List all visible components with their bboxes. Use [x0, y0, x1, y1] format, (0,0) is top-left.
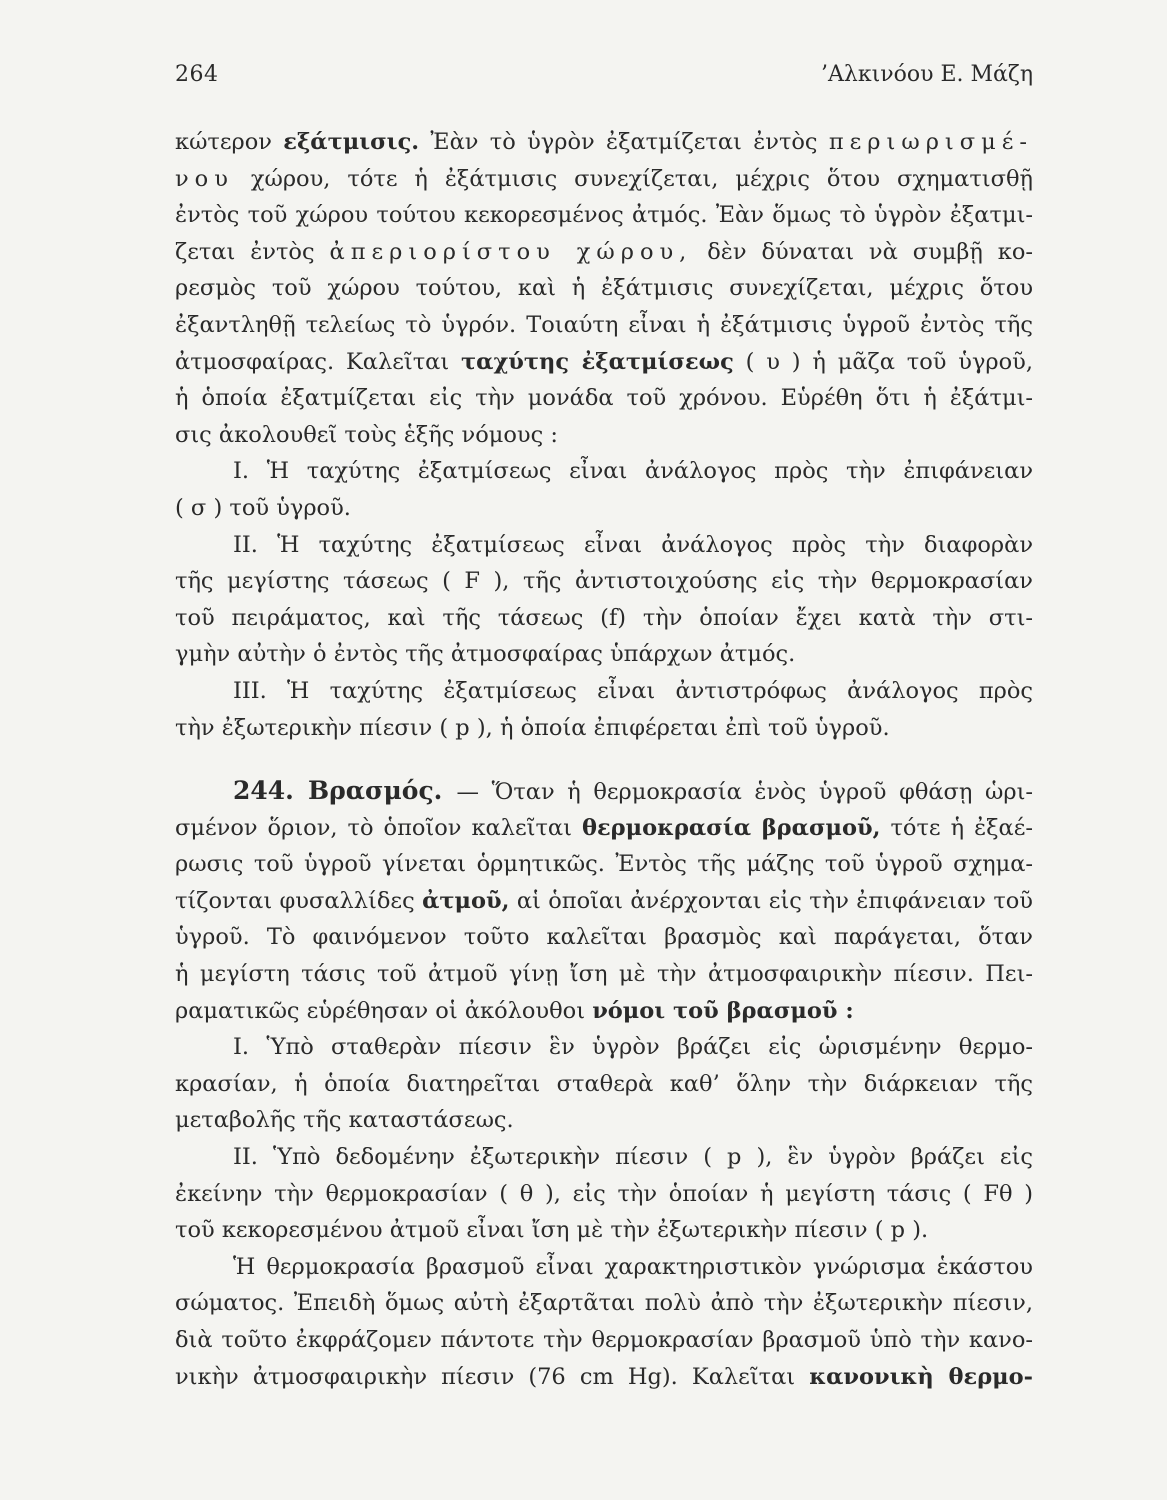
text-line: [175, 1285, 1033, 1322]
text-line: [175, 919, 1033, 956]
text-line: [175, 846, 1033, 883]
text-run: τότε ἡ ἐξαέ-: [880, 814, 1033, 841]
text-run: ἡ ὁποία ἐξατμίζεται εἰς τὴν μονάδα τοῦ χρόνου. Εὑρέθη ὅτι ἡ ἐξάτμι-: [175, 385, 1033, 412]
text-run: ρεσμὸς τοῦ χώρου τούτου, καὶ ἡ ἐξάτμισις συνεχίζεται, μέχρις ὅτου: [175, 275, 1033, 302]
text-run: — Ὅταν ἡ θερμοκρασία ἑνὸς ὑγροῦ φθάσῃ ὡρι-: [456, 779, 1033, 806]
text-run: νου: [175, 165, 234, 192]
text-run: ἐντὸς τοῦ χώρου τούτου κεκορεσμένος ἀτμός. Ἐὰν ὅμως τὸ ὑγρὸν ἐξατμι-: [175, 202, 1033, 229]
text-line: [175, 883, 1033, 920]
text-line: [175, 270, 1033, 307]
text-run: ἀτμοῦ,: [422, 887, 510, 914]
text-run: νόμοι τοῦ βρασμοῦ :: [592, 997, 854, 1024]
text-line: [175, 993, 1033, 1030]
text-run: I. Ἡ ταχύτης ἐξατμίσεως εἶναι ἀνάλογος πρὸς τὴν ἐπιφάνειαν: [233, 458, 1033, 485]
text-run: ἀτμοσφαίρας. Καλεῖται: [175, 348, 461, 375]
section-heading-line: [175, 773, 1033, 810]
law-item: [175, 673, 1033, 710]
text-line: [175, 197, 1033, 234]
text-line: [175, 490, 1033, 527]
text-run: νικὴν ἀτμοσφαιρικὴν πίεσιν (76 cm Hg). Καλεῖται: [175, 1363, 810, 1390]
text-run: τοῦ πειράματος, καὶ τῆς τάσεως (f) τὴν ὁποίαν ἔχει κατὰ τὴν στι-: [175, 604, 1033, 631]
body-text: [175, 124, 1033, 1395]
text-line: [175, 161, 1033, 198]
law-item: [175, 527, 1033, 564]
boiling-laws: [175, 1029, 1033, 1249]
boiling-point-paragraph: [175, 1249, 1033, 1395]
text-run: σμένον ὅριον, τὸ ὁποῖον καλεῖται: [175, 814, 582, 841]
running-head: ’Αλκινόου Ε. Μάζη: [821, 62, 1033, 87]
section-title: Βρασμός.: [308, 776, 457, 806]
evaporation-paragraph: [175, 124, 1033, 453]
text-run: κώτερον: [175, 129, 284, 155]
text-line: [175, 1102, 1033, 1139]
text-run: τίζονται φυσαλλίδες: [175, 887, 423, 914]
evaporation-laws: [175, 453, 1033, 746]
text-line: [175, 380, 1033, 417]
text-line: [175, 1212, 1033, 1249]
text-line: [175, 1176, 1033, 1213]
page-number: 264: [175, 62, 219, 87]
text-run: II. Ὑπὸ δεδομένην ἐξωτερικὴν πίεσιν ( p ), ἓν ὑγρὸν βράζει εἰς: [233, 1144, 1033, 1171]
text-run: μεταβολῆς τῆς καταστάσεως.: [175, 1107, 514, 1134]
text-run: ρωσις τοῦ ὑγροῦ γίνεται ὁρμητικῶς. Ἐντὸς τῆς μάζης τοῦ ὑγροῦ σχημα-: [175, 851, 1033, 878]
text-line: [175, 1249, 1033, 1286]
text-line: [175, 600, 1033, 637]
text-run: αἱ ὁποῖαι ἀνέρχονται εἰς τὴν ἐπιφάνειαν τοῦ: [509, 887, 1033, 914]
text-run: ( υ ) ἡ μᾶζα τοῦ ὑγροῦ,: [733, 348, 1033, 375]
text-run: χώρου, τότε ἡ ἐξάτμισις συνεχίζεται, μέχρις ὅτου σχηματισθῇ: [233, 165, 1033, 192]
text-run: τῆς μεγίστης τάσεως ( F ), τῆς ἀντιστοιχούσης εἰς τὴν θερμοκρασίαν: [175, 568, 1033, 595]
text-run: ἀπεριορίστου χώρου,: [329, 238, 693, 265]
text-run: ἐκείνην τὴν θερμοκρασίαν ( θ ), εἰς τὴν ὁποίαν ἡ μεγίστη τάσις ( Fθ ): [175, 1180, 1033, 1207]
text-line: [175, 1322, 1033, 1359]
text-run: Ἐὰν τὸ ὑγρὸν ἐξατμίζεται ἐντὸς: [419, 129, 829, 155]
text-run: δὲν δύναται νὰ συμβῇ κο-: [692, 238, 1033, 265]
section-number: 244.: [233, 776, 309, 806]
text-run: III. Ἡ ταχύτης ἐξατμίσεως εἶναι ἀντιστρόφως ἀνάλογος πρὸς: [233, 677, 1033, 704]
text-run: τὴν ἐξωτερικὴν πίεσιν ( p ), ἡ ὁποία ἐπιφέρεται ἐπὶ τοῦ ὑγροῦ.: [175, 714, 890, 741]
section-244-boiling: [175, 773, 1033, 1029]
text-run: τοῦ κεκορεσμένου ἀτμοῦ εἶναι ἴση μὲ τὴν ἐξωτερικὴν πίεσιν ( p ).: [175, 1217, 929, 1244]
law-item: [175, 453, 1033, 490]
text-line: [175, 563, 1033, 600]
text-run: ὑγροῦ. Τὸ φαινόμενον τοῦτο καλεῖται βρασμὸς καὶ παράγεται, ὅταν: [175, 924, 1033, 951]
text-run: ταχύτης ἐξατμίσεως: [461, 348, 734, 375]
text-line: [175, 124, 1033, 161]
text-run: ἡ μεγίστη τάσις τοῦ ἀτμοῦ γίνῃ ἴση μὲ τὴν ἀτμοσφαιρικὴν πίεσιν. Πει-: [175, 961, 1033, 988]
text-line: [175, 234, 1033, 271]
text-line: [175, 636, 1033, 673]
text-run: κρασίαν, ἡ ὁποία διατηρεῖται σταθερὰ καθ’ ὅλην τὴν διάρκειαν τῆς: [175, 1070, 1033, 1097]
text-run: γμὴν αὐτὴν ὁ ἐντὸς τῆς ἀτμοσφαίρας ὑπάρχων ἀτμός.: [175, 641, 796, 668]
text-run: Ἡ θερμοκρασία βρασμοῦ εἶναι χαρακτηριστικὸν γνώρισμα ἑκάστου: [233, 1253, 1033, 1280]
text-run: διὰ τοῦτο ἐκφράζομεν πάντοτε τὴν θερμοκρασίαν βρασμοῦ ὑπὸ τὴν κανο-: [175, 1327, 1033, 1353]
text-line: [175, 710, 1033, 747]
text-run: περιωρισμέ-: [828, 129, 1033, 155]
text-run: ἐξαντληθῇ τελείως τὸ ὑγρόν. Τοιαύτη εἶναι ἡ ἐξάτμισις ὑγροῦ ἐντὸς τῆς: [175, 311, 1033, 338]
text-run: σις ἀκολουθεῖ τοὺς ἑξῆς νόμους :: [175, 421, 558, 448]
text-run: σώματος. Ἐπειδὴ ὅμως αὐτὴ ἐξαρτᾶται πολὺ ἀπὸ τὴν ἐξωτερικὴν πίεσιν,: [175, 1290, 1033, 1317]
text-run: θερμοκρασία βρασμοῦ,: [581, 814, 881, 841]
law-item: [175, 1139, 1033, 1176]
law-item: [175, 1029, 1033, 1066]
text-run: εξάτμισις.: [283, 129, 420, 155]
text-line: [175, 307, 1033, 344]
text-run: ( σ ) τοῦ ὑγροῦ.: [175, 494, 351, 521]
text-line: [175, 1359, 1033, 1396]
text-line: [175, 344, 1033, 381]
text-line: [175, 417, 1033, 454]
text-run: ραματικῶς εὑρέθησαν οἱ ἀκόλουθοι: [175, 997, 593, 1024]
text-line: [175, 956, 1033, 993]
text-run: I. Ὑπὸ σταθερὰν πίεσιν ἓν ὑγρὸν βράζει εἰς ὡρισμένην θερμο-: [233, 1034, 1033, 1061]
text-line: [175, 1066, 1033, 1103]
text-run: II. Ἡ ταχύτης ἐξατμίσεως εἶναι ἀνάλογος πρὸς τὴν διαφορὰν: [233, 531, 1033, 558]
text-run: ζεται ἐντὸς: [175, 238, 330, 265]
text-line: [175, 810, 1033, 847]
text-run: κανονικὴ θερμο-: [809, 1363, 1033, 1390]
page-header: [175, 62, 1033, 102]
